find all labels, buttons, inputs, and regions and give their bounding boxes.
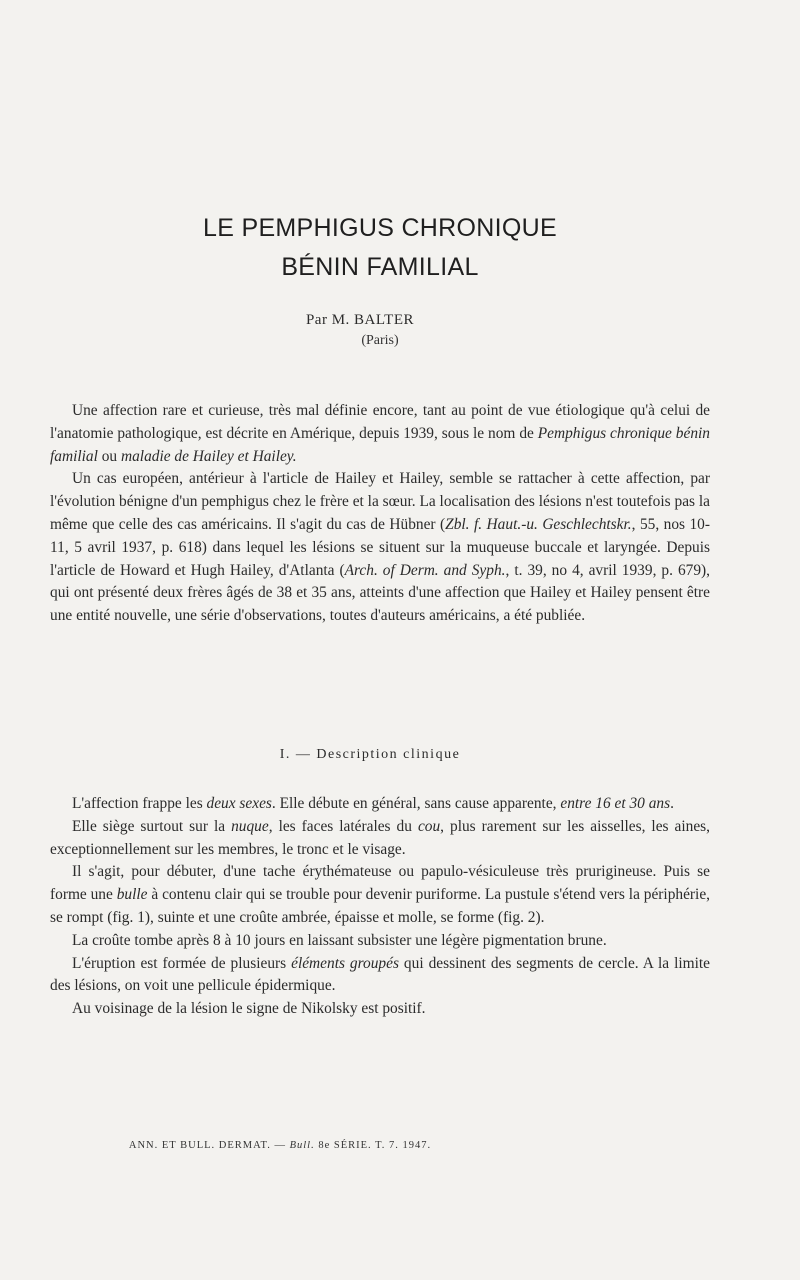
clinical-paragraph-5: L'éruption est formée de plusieurs éléments groupés qui dessinent des segments de cercle. A la limite des lésions, on voit une pellicule épidermique. bbox=[50, 954, 710, 995]
clinical-description bbox=[50, 793, 710, 1021]
clinical-paragraph-3: Il s'agit, pour débuter, d'une tache érythémateuse ou papulo-vésiculeuse très prurigineuse. Puis se forme une bulle à contenu clair qui se trouble pour devenir puriforme. La pustule s'étend vers la périphérie, se rompt (fig. 1), suinte et une croûte ambrée, épaisse et molle, se forme (fig. 2). bbox=[50, 863, 710, 926]
clinical-paragraph-4: La croûte tombe après 8 à 10 jours en laissant subsister une légère pigmentation brune. bbox=[72, 931, 607, 949]
journal-footer: ANN. ET BULL. DERMAT. — Bull. 8e SÉRIE. T. 7. 1947. bbox=[128, 1140, 432, 1151]
intro-paragraph-1: Une affection rare et curieuse, très mal définie encore, tant au point de vue étiologique qu'à celui de l'anatomie pathologique, est décrite en Amérique, depuis 1939, sous le nom de Pemphigus chronique bénin familial ou maladie de Hailey et Hailey. bbox=[50, 402, 710, 465]
article-title-line-1: LE PEMPHIGUS CHRONIQUE bbox=[203, 214, 557, 242]
clinical-paragraph-6: Au voisinage de la lésion le signe de Nikolsky est positif. bbox=[72, 1000, 426, 1018]
clinical-paragraph-2: Elle siège surtout sur la nuque, les faces latérales du cou, plus rarement sur les aisselles, les aines, exceptionnellement sur les membres, le tronc et le visage. bbox=[50, 817, 710, 858]
author-byline: Par M. BALTER bbox=[305, 312, 415, 328]
section-heading: I. — Description clinique bbox=[279, 747, 461, 762]
introduction bbox=[50, 400, 710, 628]
intro-paragraph-2: Un cas européen, antérieur à l'article de Hailey et Hailey, semble se rattacher à cette affection, par l'évolution bénigne d'un pemphigus chez le frère et la sœur. La localisation des lésions n'est toutefois pas la même que celle des cas américains. Il s'agit du cas de Hübner (Zbl. f. Haut.-u. Geschlechtskr., 55, nos 10-11, 5 avril 1937, p. 618) dans lequel les lésions se situent sur la muqueuse buccale et laryngée. Depuis l'article de Howard et Hugh Hailey, d'Atlanta (Arch. of Derm. and Syph., t. 39, no 4, avril 1939, p. 679), qui ont présenté deux frères âgés de 38 et 35 ans, atteints d'une affection que Hailey et Hailey pensent être une entité nouvelle, une série d'observations, toutes d'auteurs américains, a été publiée. bbox=[50, 470, 711, 625]
author-affiliation: (Paris) bbox=[361, 333, 399, 348]
clinical-paragraph-1: L'affection frappe les deux sexes. Elle débute en général, sans cause apparente, entre 16 et 30 ans. bbox=[72, 795, 674, 812]
article-title-line-2: BÉNIN FAMILIAL bbox=[281, 253, 479, 281]
